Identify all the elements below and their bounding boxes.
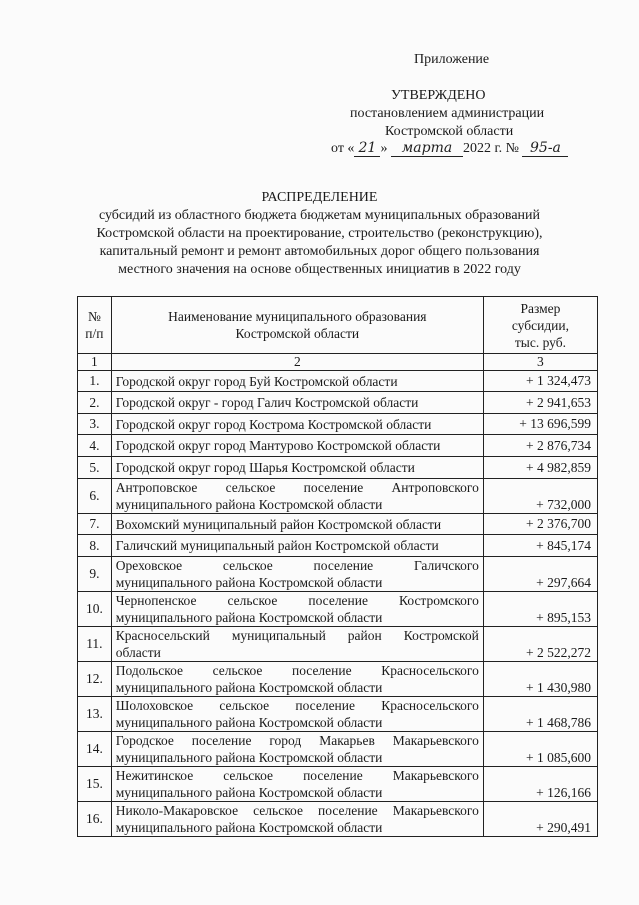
table-row	[78, 457, 598, 479]
municipality-name: Антроповское сельское поселение Антроповского муниципального района Костромской области	[111, 479, 483, 514]
table-row	[78, 535, 598, 557]
row-number: 12.	[78, 662, 112, 697]
col-amount-header: Размер субсидии, тыс. руб.	[483, 297, 597, 354]
subsidy-amount: + 845,174	[483, 535, 597, 557]
row-number: 10.	[78, 592, 112, 627]
row-number: 1.	[78, 371, 112, 392]
date-mid: »	[380, 141, 388, 156]
col-index: 3	[483, 354, 597, 371]
subsidy-amount: + 2 941,653	[483, 392, 597, 414]
table-row	[78, 767, 598, 802]
row-number: 6.	[78, 479, 112, 514]
table-row	[78, 627, 598, 662]
date-month: марта	[391, 140, 463, 157]
row-number: 13.	[78, 697, 112, 732]
table-row	[78, 802, 598, 837]
municipality-name: Николо-Макаровское сельское поселение Макарьевского муниципального района Костромской области	[111, 802, 483, 837]
row-number: 8.	[78, 535, 112, 557]
municipality-name: Городской округ город Мантурово Костромской области	[111, 435, 483, 457]
municipality-name: Шолоховское сельское поселение Красносельского муниципального района Костромской области	[111, 697, 483, 732]
table-row	[78, 371, 598, 392]
subsidy-amount: + 1 430,980	[483, 662, 597, 697]
col-index: 1	[78, 354, 112, 371]
row-number: 5.	[78, 457, 112, 479]
subsidy-amount: + 732,000	[483, 479, 597, 514]
subsidy-amount: + 1 324,473	[483, 371, 597, 392]
title-line: капитальный ремонт и ремонт автомобильных дорог общего пользования	[99, 244, 540, 259]
subsidy-amount: + 2 522,272	[483, 627, 597, 662]
table-row	[78, 479, 598, 514]
municipality-name: Подольское сельское поселение Красносельского муниципального района Костромской области	[111, 662, 483, 697]
subsidy-amount: + 895,153	[483, 592, 597, 627]
table-header-row	[78, 297, 598, 354]
table-row	[78, 697, 598, 732]
subsidy-amount: + 1 468,786	[483, 697, 597, 732]
subsidy-amount: + 290,491	[483, 802, 597, 837]
subsidy-table	[77, 296, 598, 837]
subsidy-amount: + 126,166	[483, 767, 597, 802]
municipality-name: Городской округ город Кострома Костромской области	[111, 414, 483, 435]
subsidy-amount: + 1 085,600	[483, 732, 597, 767]
municipality-name: Городской округ - город Галич Костромской области	[111, 392, 483, 414]
municipality-name: Нежитинское сельское поселение Макарьевского муниципального района Костромской области	[111, 767, 483, 802]
decree-label: постановлением администрации	[350, 106, 545, 121]
appendix-label: Приложение	[414, 52, 490, 67]
subsidy-amount: + 2 376,700	[483, 514, 597, 535]
row-number: 9.	[78, 557, 112, 592]
table-row	[78, 557, 598, 592]
title-line: местного значения на основе общественных инициатив в 2022 году	[118, 262, 521, 277]
row-number: 4.	[78, 435, 112, 457]
date-day: 21	[354, 140, 380, 157]
document-number: 95-а	[522, 140, 568, 157]
approved-label: УТВЕРЖДЕНО	[391, 88, 486, 103]
municipality-name: Городской округ город Шарья Костромской области	[111, 457, 483, 479]
table-row	[78, 662, 598, 697]
table-row	[78, 392, 598, 414]
region-label: Костромской области	[385, 124, 514, 139]
col-index: 2	[111, 354, 483, 371]
municipality-name: Вохомский муниципальный район Костромской области	[111, 514, 483, 535]
decree-date-line	[331, 140, 568, 157]
date-prefix: от «	[331, 141, 355, 156]
municipality-name: Городское поселение город Макарьев Макарьевского муниципального района Костромской области	[111, 732, 483, 767]
row-number: 15.	[78, 767, 112, 802]
subsidy-amount: + 4 982,859	[483, 457, 597, 479]
subsidy-amount: + 2 876,734	[483, 435, 597, 457]
table-row	[78, 732, 598, 767]
row-number: 3.	[78, 414, 112, 435]
table-row	[78, 514, 598, 535]
title-line: субсидий из областного бюджета бюджетам муниципальных образований	[98, 208, 541, 223]
row-number: 11.	[78, 627, 112, 662]
title-heading: РАСПРЕДЕЛЕНИЕ	[261, 190, 378, 205]
row-number: 7.	[78, 514, 112, 535]
col-number-header: № п/п	[78, 297, 112, 354]
col-name-header: Наименование муниципального образования Костромской области	[111, 297, 483, 354]
table-row	[78, 435, 598, 457]
municipality-name: Галичский муниципальный район Костромской области	[111, 535, 483, 557]
title-line: Костромской области на проектирование, строительство (реконструкцию),	[96, 226, 543, 241]
municipality-name: Чернопенское сельское поселение Костромского муниципального района Костромской области	[111, 592, 483, 627]
row-number: 14.	[78, 732, 112, 767]
date-year: 2022 г. №	[462, 141, 519, 156]
municipality-name: Городской округ город Буй Костромской области	[111, 371, 483, 392]
row-number: 16.	[78, 802, 112, 837]
table-row	[78, 414, 598, 435]
municipality-name: Ореховское сельское поселение Галичского муниципального района Костромской области	[111, 557, 483, 592]
row-number: 2.	[78, 392, 112, 414]
table-row	[78, 592, 598, 627]
column-index-row	[78, 354, 598, 371]
subsidy-amount: + 13 696,599	[483, 414, 597, 435]
subsidy-amount: + 297,664	[483, 557, 597, 592]
municipality-name: Красносельский муниципальный район Костромской области	[111, 627, 483, 662]
